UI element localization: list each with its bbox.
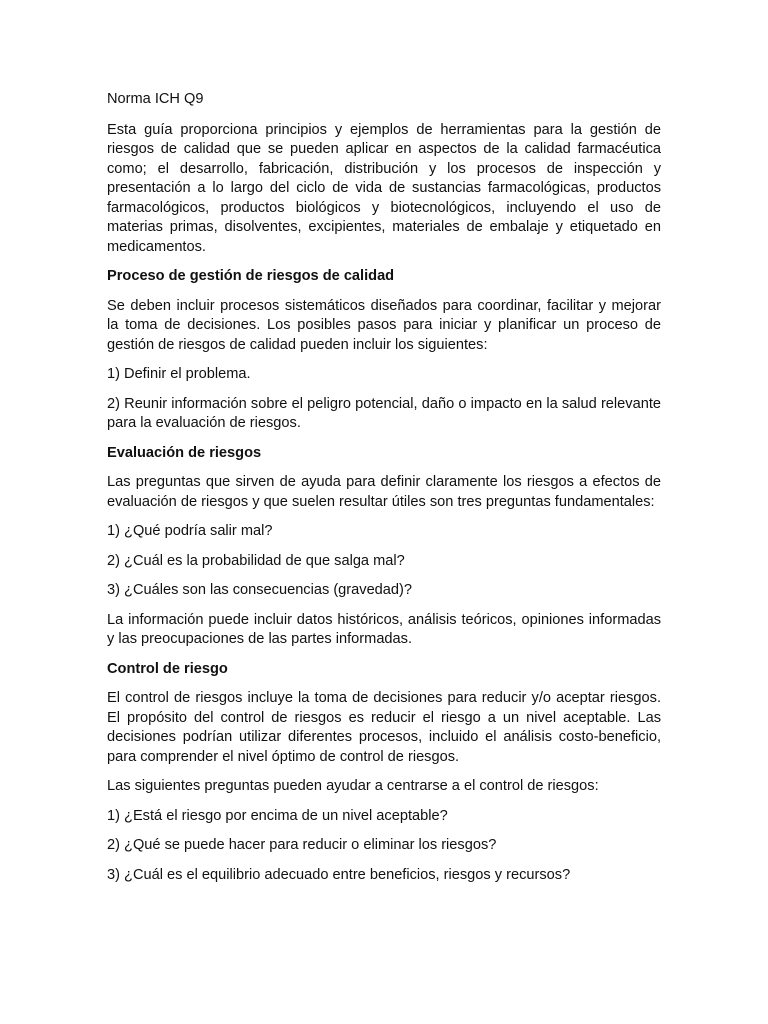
list-item: 2) ¿Qué se puede hacer para reducir o eliminar los riesgos?	[107, 837, 497, 853]
paragraph: La información puede incluir datos históricos, análisis teóricos, opiniones informadas y las preocupaciones de las partes informadas.	[107, 611, 661, 647]
paragraph: Las preguntas que sirven de ayuda para definir claramente los riesgos a efectos de evaluación de riesgos y que suelen resultar útiles son tres preguntas fundamentales:	[107, 474, 661, 510]
section-heading-proceso: Proceso de gestión de riesgos de calidad	[107, 268, 395, 284]
section-heading-control: Control de riesgo	[107, 660, 228, 677]
section-heading-evaluacion: Evaluación de riesgos	[107, 444, 262, 461]
list-item: 1) ¿Qué podría salir mal?	[107, 523, 273, 539]
intro-paragraph: Esta guía proporciona principios y ejemplos de herramientas para la gestión de riesgos de calidad que se pueden aplicar en aspectos de la calidad farmacéutica como; el desarrollo, fabricación, distribución y los procesos de inspección y presentación a lo largo del ciclo de vida de sustancias farmacológicas, productos farmacológicos, productos biológicos y biotecnológicos, incluyendo el uso de materias primas, disolventes, excipientes, materiales de embalaje y etiquetado en medicamentos.	[107, 121, 661, 255]
paragraph: El control de riesgos incluye la toma de decisiones para reducir y/o aceptar riesgos. El propósito del control de riesgos es reducir el riesgo a un nivel aceptable. Las decisiones podrían utilizar diferentes procesos, incluido el análisis costo-beneficio, para comprender el nivel óptimo de control de riesgos.	[107, 690, 661, 765]
document-page	[107, 90, 661, 895]
list-item: 1) Definir el problema.	[107, 366, 251, 382]
list-item: 2) Reunir información sobre el peligro potencial, daño o impacto en la salud relevante para la evaluación de riesgos.	[107, 395, 661, 431]
list-item: 3) ¿Cuál es el equilibrio adecuado entre beneficios, riesgos y recursos?	[107, 866, 571, 883]
paragraph: Se deben incluir procesos sistemáticos diseñados para coordinar, facilitar y mejorar la toma de decisiones. Los posibles pasos para iniciar y planificar un proceso de gestión de riesgos de calidad pueden incluir los siguientes:	[107, 297, 661, 353]
document-title: Norma ICH Q9	[107, 91, 204, 107]
list-item: 3) ¿Cuáles son las consecuencias (gravedad)?	[107, 582, 413, 598]
list-item: 1) ¿Está el riesgo por encima de un nivel aceptable?	[107, 807, 448, 824]
list-item: 2) ¿Cuál es la probabilidad de que salga mal?	[107, 552, 405, 569]
paragraph: Las siguientes preguntas pueden ayudar a centrarse a el control de riesgos:	[107, 778, 599, 794]
